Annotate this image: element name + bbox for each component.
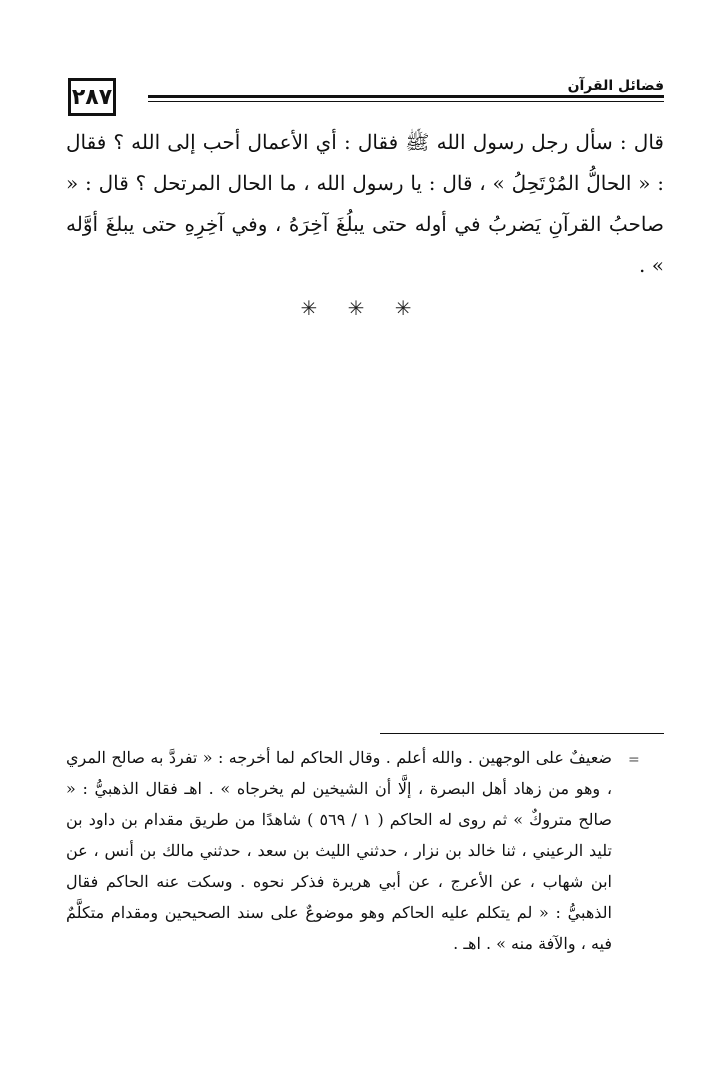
footnote-separator <box>380 733 664 734</box>
footnote-paragraph: ضعيفٌ على الوجهين . والله أعلم . وقال الحاكم لما أخرجه : « تفردَّ به صالح المري ، وهو من زهاد أهل البصرة ، إلَّا أن الشيخين لم يخرجاه » . اهـ فقال الذهبيُّ : « صالح متروكٌ » ثم روى له الحاكم ( ١ / ٥٦٩ ) شاهدًا من طريق مقدام بن داود بن تليد الرعيني ، ثنا خالد بن نزار ، حدثني الليث بن سعد ، حدثني مالك بن أنس ، عن ابن شهاب ، عن الأعرج ، عن أبي هريرة فذكر نحوه . وسكت عنه الحاكم فقال الذهبيُّ : « لم يتكلم عليه الحاكم وهو موضوعٌ على سند الصحيحين ومقدام متكلَّمٌ فيه ، والآفة منه » . اهـ . <box>66 748 613 953</box>
section-ornament: ✳ ✳ ✳ <box>300 296 424 320</box>
main-text <box>66 122 664 286</box>
page-number: ٢٨٧ <box>68 78 116 116</box>
main-paragraph: قال : سأل رجل رسول الله ﷺ فقال : أي الأعمال أحب إلى الله ؟ فقال : « الحالُّ المُرْتَحِلُ » ، قال : يا رسول الله ، ما الحال المرتحل ؟ قال : « صاحبُ القرآنِ يَضربُ في أوله حتى يبلُغَ آخِرَهُ ، وفي آخِرِهِ حتى يبلغَ أوَّله » . <box>66 130 664 277</box>
running-title: فضائل القرآن <box>567 78 664 94</box>
footnote-continuation-mark: = <box>628 752 640 768</box>
footnote-text <box>66 742 612 959</box>
header-rule-thick <box>148 95 664 98</box>
header-rule-thin <box>148 101 664 102</box>
